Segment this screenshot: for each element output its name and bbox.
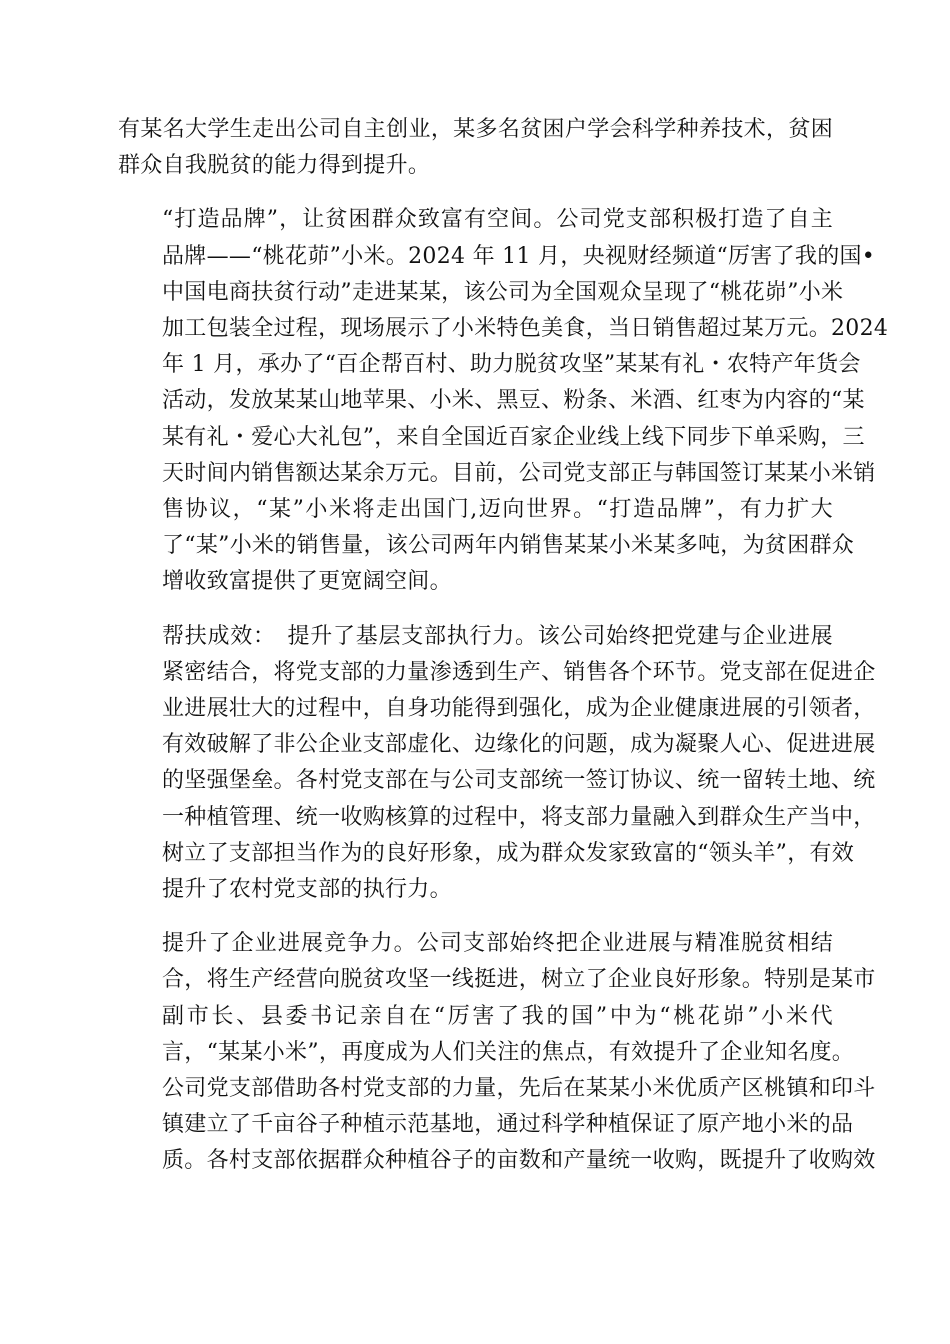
- text-line: 中国电商扶贫行动”走进某某，该公司为全国观众呈现了“桃花峁”小米: [162, 279, 844, 305]
- document-body: [118, 112, 889, 1198]
- text-line: 售协议，“某”小米将走出国门,迈向世界。“打造品牌”，有力扩大: [162, 497, 833, 523]
- text-line: 质。各村支部依据群众种植谷子的亩数和产量统一收购，既提升了收购效: [162, 1148, 876, 1174]
- text-line: 某有礼・爱心大礼包”，来自全国近百家企业线上线下同步下单采购，三: [162, 424, 865, 450]
- text-line: 副市长、县委书记亲自在“厉害了我的国”中为“桃花峁”小米代: [162, 1003, 833, 1029]
- text-line: 天时间内销售额达某余万元。目前，公司党支部正与韩国签订某某小米销: [162, 460, 876, 486]
- text-line: 言，“某某小米”，再度成为人们关注的焦点，有效提升了企业知名度。: [162, 1039, 855, 1065]
- text-line: 年 1 月，承办了“百企帮百村、助力脱贫攻坚”某某有礼・农特产年货会: [162, 352, 861, 378]
- text-line: 一种植管理、统一收购核算的过程中，将支部力量融入到群众生产当中，: [162, 804, 876, 830]
- text-line: 提升了企业进展竞争力。公司支部始终把企业进展与精准脱贫相结: [162, 931, 833, 957]
- text-line: 合，将生产经营向脱贫攻坚一线挺进，树立了企业良好形象。特别是某市: [162, 967, 876, 993]
- paragraph: [118, 202, 889, 600]
- text-line: 的坚强堡垒。各村党支部在与公司支部统一签订协议、统一留转土地、统: [162, 768, 876, 794]
- text-line: 提升了农村党支部的执行力。: [162, 877, 452, 903]
- text-line: 公司党支部借助各村党支部的力量，先后在某某小米优质产区桃镇和印斗: [162, 1076, 876, 1102]
- text-line: 紧密结合，将党支部的力量渗透到生产、销售各个环节。党支部在促进企: [162, 659, 876, 685]
- text-line: 增收致富提供了更宽阔空间。: [162, 569, 452, 595]
- text-line: 品牌——“桃花茆”小米。2024 年 11 月，央视财经频道“厉害了我的国•: [162, 243, 876, 269]
- text-line: 了“某”小米的销售量，该公司两年内销售某某小米某多吨，为贫困群众: [162, 533, 855, 559]
- paragraph: [118, 926, 876, 1179]
- text-line: 树立了支部担当作为的良好形象，成为群众发家致富的“领头羊”，有效: [162, 840, 855, 866]
- text-line: 群众自我脱贫的能力得到提升。: [118, 153, 431, 179]
- text-line: 有某名大学生走出公司自主创业，某多名贫困户学会科学种养技术，贫困: [118, 117, 833, 142]
- text-line: 帮扶成效： 提升了基层支部执行力。该公司始终把党建与企业进展: [162, 623, 833, 649]
- paragraph: [118, 112, 833, 184]
- text-line: 有效破解了非公企业支部虚化、边缘化的问题，成为凝聚人心、促进进展: [162, 732, 876, 758]
- text-line: 镇建立了千亩谷子种植示范基地，通过科学种植保证了原产地小米的品: [162, 1112, 854, 1138]
- text-line: 活动，发放某某山地苹果、小米、黑豆、粉条、米酒、红枣为内容的“某: [162, 388, 865, 414]
- text-line: “打造品牌”，让贫困群众致富有空间。公司党支部积极打造了自主: [162, 207, 833, 233]
- paragraph: [118, 619, 876, 909]
- text-line: 加工包装全过程，现场展示了小米特色美食，当日销售超过某万元。2024: [162, 316, 889, 342]
- text-line: 业进展壮大的过程中，自身功能得到强化，成为企业健康进展的引领者，: [162, 696, 876, 722]
